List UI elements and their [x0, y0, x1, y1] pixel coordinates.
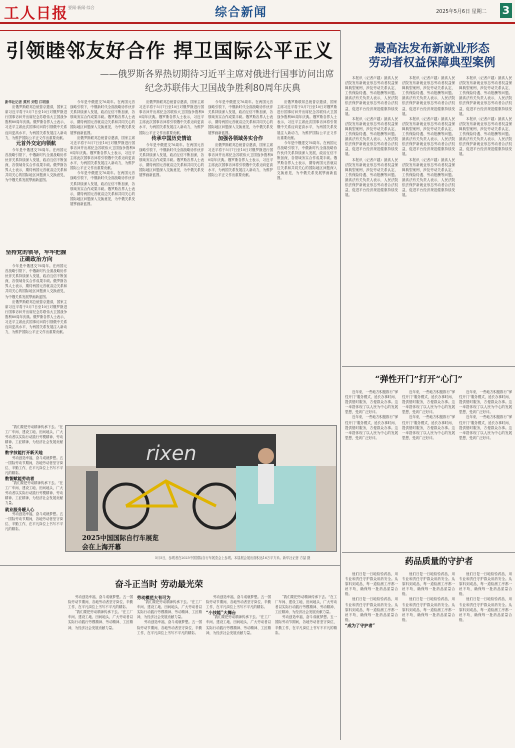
lead-paragraph-9: 今年是中俄建交76周年。在两国元首战略引领下，中俄新时代全面战略协作伙伴关系持续深入发展，政治互信不断加深，各领域务实合作成果丰硕。俄罗斯各界人士表示，期待两国元首就双边关系和共同关心的国际地区问题深入交换意见，为中俄关系发展擘画新蓝图。 [139, 142, 204, 178]
lead-column-3 [139, 100, 204, 420]
right-mid-column-2 [402, 390, 455, 550]
issue-date: 2025年5月6日 星期二 [436, 9, 487, 15]
right-rule-2 [342, 552, 515, 553]
lower-column-5 [275, 595, 337, 740]
lower-left-column [5, 425, 63, 740]
col2-subhead: 坚持党的领导，牢牢把握正确政治方向 [5, 250, 67, 263]
lead-paragraph-13: 今年是中俄建交76周年。在两国元首战略引领下，中俄新时代全面战略协作伙伴关系持续深入发展，政治互信不断加深，各领域务实合作成果丰硕。俄罗斯各界人士表示，期待两国元首就双边关系和共同关心的国际地区问题深入交换意见，为中俄关系发展擘画新蓝图。 [277, 140, 337, 181]
right-top-headline [352, 41, 512, 69]
byline: 新华社记者 黄河 刘恺 江明泉 [5, 100, 50, 104]
right-paragraph-5: 本报讯（记者卢越）最高人民法院发布新就业形态劳动者权益保障典型案例，涉及劳动关系认定、工伤保险待遇、劳动报酬等问题。最高法有关负责人表示，人民法院依法保护新就业形态劳动者合法权益，促进平台经济规范健康持续发展。 [402, 116, 455, 157]
mid-subhead-2: “小技能”大舞台 [206, 610, 236, 616]
right-bottom-paragraph-5: 他们日复一日地检验药品，用专业和责任守护群众用药安全。从原料到成品，每一道检测工序都一丝不苟，确保每一批药品质量合格。 [459, 572, 512, 597]
photo-headline: 2025中国国际自行车展览会在上海开幕 [82, 534, 159, 551]
right-bottom-column-3 [459, 572, 512, 742]
right-mid-paragraph-3: 近年来，一些地方积极推行“弹性开门”服务模式，延长办事时间、提供错时服务，方便群众办事。这一举措体现了以人民为中心的发展思想，受到广泛好评。 [402, 390, 455, 415]
lead-paragraph-5: 今年是中俄建交76周年。在两国元首战略引领下，中俄新时代全面战略协作伙伴关系持续深入发展，政治互信不断加深，各领域务实合作成果丰硕。俄罗斯各界人士表示，期待两国元首就双边关系和共同关心的国际地区问题深入交换意见，为中俄关系发展擘画新蓝图。 [70, 100, 135, 135]
lead-paragraph-8: 应俄罗斯联邦总统普京邀请，国家主席习近平将于5月7日至10日对俄罗斯进行国事访问并出席纪念苏联伟大卫国战争胜利80周年庆典。俄罗斯各界人士表示，习近平主席此次国事访问将引领俄中关系迈向更高水平，为两国关系发展注入新动力，为维护国际公平正义作出重要贡献。 [139, 100, 204, 135]
right-bottom-paragraph-1: 他们日复一日地检验药品，用专业和责任守护群众用药安全。从原料到成品，每一道检测工序都一丝不苟，确保每一批药品质量合格。 [345, 572, 398, 597]
right-mid-paragraph-1: 近年来，一些地方积极推行“弹性开门”服务模式，延长办事时间、提供错时服务，方便群众办事。这一举措体现了以人民为中心的发展思想，受到广泛好评。 [345, 390, 398, 415]
col1-subhead: 元首外交定向领航 [15, 140, 56, 147]
lower-paragraph-8: 劳动创造幸福，奋斗成就梦想。五一国际劳动节期间，各地劳动者坚守岗位、辛勤工作，在平凡岗位上书写不平凡的精彩。 [137, 620, 202, 635]
right-top-column-2 [402, 76, 455, 361]
lower-story-headline: 奋斗正当时 劳动最光荣 [115, 580, 203, 590]
right-paragraph-1: 本报讯（记者卢越）最高人民法院发布新就业形态劳动者权益保障典型案例，涉及劳动关系认定、工伤保险待遇、劳动报酬等问题。最高法有关负责人表示，人民法院依法保护新就业形态劳动者合法权益，促进平台经济规范健康持续发展。 [345, 76, 398, 116]
photo-illustration [66, 426, 336, 551]
right-paragraph-4: 本报讯（记者卢越）最高人民法院发布新就业形态劳动者权益保障典型案例，涉及劳动关系认定、工伤保险待遇、劳动报酬等问题。最高法有关负责人表示，人民法院依法保护新就业形态劳动者合法权益，促进平台经济规范健康持续发展。 [402, 76, 455, 116]
right-paragraph-6: 本报讯（记者卢越）最高人民法院发布新就业形态劳动者权益保障典型案例，涉及劳动关系认定、工伤保险待遇、劳动报酬等问题。最高法有关负责人表示，人民法院依法保护新就业形态劳动者合法权益，促进平台经济规范健康持续发展。 [402, 157, 455, 198]
lead-subtitle-1: ——俄罗斯各界热切期待习近平主席对俄进行国事访问出席 [100, 70, 335, 80]
section-title: 综合新闻 [215, 5, 268, 19]
right-mid-paragraph-5: 近年来，一些地方积极推行“弹性开门”服务模式，延长办事时间、提供错时服务，方便群众办事。这一举措体现了以人民为中心的发展思想，受到广泛好评。 [459, 390, 512, 415]
lower-paragraph-4: 劳动创造幸福，奋斗成就梦想。五一国际劳动节期间，各地劳动者坚守岗位、辛勤工作，在平凡岗位上书写不平凡的精彩。 [5, 511, 63, 531]
lead-column-2 [70, 100, 135, 420]
col4-subhead: 加强各领域务实合作 [217, 135, 263, 142]
lower-column-2 [68, 595, 133, 740]
bicycle-expo-photo [65, 425, 337, 552]
page-number: 3 [500, 3, 512, 18]
lower-paragraph-12: 劳动创造幸福，奋斗成就梦想。五一国际劳动节期间，各地劳动者坚守岗位、辛勤工作，在平凡岗位上书写不平凡的精彩。 [275, 615, 337, 635]
lower-paragraph-3: “我们要把劳动精神传承下去。”在工厂车间、建设工地、田间地头，广大劳动者以实际行动践行劳模精神、劳动精神、工匠精神，为经济社会发展贡献力量。 [5, 481, 63, 506]
lower-column-4 [206, 595, 271, 740]
svg-text:rixen: rixen [146, 441, 197, 465]
lead-headline: 引领睦邻友好合作 捍卫国际公平正义 [6, 40, 334, 62]
lead-paragraph-12: 应俄罗斯联邦总统普京邀请，国家主席习近平将于5月7日至10日对俄罗斯进行国事访问并出席纪念苏联伟大卫国战争胜利80周年庆典。俄罗斯各界人士表示，习近平主席此次国事访问将引领俄中关系迈向更高水平，为两国关系发展注入新动力，为维护国际公平正义作出重要贡献。 [277, 100, 337, 140]
right-paragraph-3: 本报讯（记者卢越）最高人民法院发布新就业形态劳动者权益保障典型案例，涉及劳动关系认定、工伤保险待遇、劳动报酬等问题。最高法有关负责人表示，人民法院依法保护新就业形态劳动者合法权益，促进平台经济规范健康持续发展。 [345, 157, 398, 198]
lower-paragraph-5: 劳动创造幸福，奋斗成就梦想。五一国际劳动节期间，各地劳动者坚守岗位、辛勤工作，在平凡岗位上书写不平凡的精彩。 [68, 595, 133, 610]
right-bottom-column-1 [345, 572, 398, 742]
right-rule-1 [342, 366, 515, 367]
lower-column-3 [137, 595, 202, 740]
col3-subhead: 传承中国历史情谊 [151, 135, 192, 142]
right-bottom-paragraph-6: 他们日复一日地检验药品，用专业和责任守护群众用药安全。从原料到成品，每一道检测工序都一丝不苟，确保每一批药品质量合格。 [459, 597, 512, 622]
lower-paragraph-10: “我们要把劳动精神传承下去。”在工厂车间、建设工地、田间地头，广大劳动者以实际行动践行劳模精神、劳动精神、工匠精神，为经济社会发展贡献力量。 [206, 615, 271, 635]
lead-column-5 [277, 100, 337, 420]
right-mid-headline: “弹性开门”打开“心门” [375, 375, 463, 385]
lead-paragraph-10: 今年是中俄建交76周年。在两国元首战略引领下，中俄新时代全面战略协作伙伴关系持续深入发展，政治互信不断加深，各领域务实合作成果丰硕。俄罗斯各界人士表示，期待两国元首就双边关系和共同关心的国际地区问题深入交换意见，为中俄关系发展擘画新蓝图。 [208, 100, 273, 135]
right-top-column-1 [345, 76, 398, 361]
logo-subtitle: 要闻·新闻·综合 [68, 5, 95, 10]
lower-subhead-2: 数智赋能劳动者 [5, 475, 35, 481]
newspaper-logo: 工人日报 [4, 4, 69, 22]
lower-paragraph-11: “我们要把劳动精神传承下去。”在工厂车间、建设工地、田间地头，广大劳动者以实际行动践行劳模精神、劳动精神、工匠精神，为经济社会发展贡献力量。 [275, 595, 337, 615]
mid-subhead-1: 劳动模范大有可为 [137, 595, 171, 600]
lead-column-1b [5, 250, 67, 420]
lead-paragraph-2: 今年是中俄建交76周年。在两国元首战略引领下，中俄新时代全面战略协作伙伴关系持续深入发展，政治互信不断加深，各领域务实合作成果丰硕。俄罗斯各界人士表示，期待两国元首就双边关系和共同关心的国际地区问题深入交换意见，为中俄关系发展擘画新蓝图。 [5, 147, 67, 183]
lower-paragraph-6: “我们要把劳动精神传承下去。”在工厂车间、建设工地、田间地头，广大劳动者以实际行动践行劳模精神、劳动精神、工匠精神，为经济社会发展贡献力量。 [68, 610, 133, 630]
lower-subhead-1: 数字技能打开新天地 [5, 450, 43, 456]
lead-paragraph-4: 应俄罗斯联邦总统普京邀请，国家主席习近平将于5月7日至10日对俄罗斯进行国事访问并出席纪念苏联伟大卫国战争胜利80周年庆典。俄罗斯各界人士表示，习近平主席此次国事访问将引领俄中关系迈向更高水平，为两国关系发展注入新动力，为维护国际公平正义作出重要贡献。 [5, 299, 67, 335]
lead-paragraph-7: 今年是中俄建交76周年。在两国元首战略引领下，中俄新时代全面战略协作伙伴关系持续深入发展，政治互信不断加深，各领域务实合作成果丰硕。俄罗斯各界人士表示，期待两国元首就双边关系和共同关心的国际地区问题深入交换意见，为中俄关系发展擘画新蓝图。 [70, 171, 135, 206]
lead-column-4 [208, 100, 273, 420]
right-paragraph-7: 本报讯（记者卢越）最高人民法院发布新就业形态劳动者权益保障典型案例，涉及劳动关系认定、工伤保险待遇、劳动报酬等问题。最高法有关负责人表示，人民法院依法保护新就业形态劳动者合法权益，促进平台经济规范健康持续发展。 [459, 76, 512, 116]
right-bottom-paragraph-2: 他们日复一日地检验药品，用专业和责任守护群众用药安全。从原料到成品，每一道检测工序都一丝不苟，确保每一批药品质量合格。 [345, 597, 398, 622]
lead-paragraph-6: 应俄罗斯联邦总统普京邀请，国家主席习近平将于5月7日至10日对俄罗斯进行国事访问并出席纪念苏联伟大卫国战争胜利80周年庆典。俄罗斯各界人士表示，习近平主席此次国事访问将引领俄中关系迈向更高水平，为两国关系发展注入新动力，为维护国际公平正义作出重要贡献。 [70, 135, 135, 171]
right-bottom-headline: 药品质量的守护者 [405, 557, 474, 567]
lead-paragraph-11: 应俄罗斯联邦总统普京邀请，国家主席习近平将于5月7日至10日对俄罗斯进行国事访问并出席纪念苏联伟大卫国战争胜利80周年庆典。俄罗斯各界人士表示，习近平主席此次国事访问将引领俄中关系迈向更高水平，为两国关系发展注入新动力，为维护国际公平正义作出重要贡献。 [208, 142, 273, 178]
right-bottom-paragraph-4: 他们日复一日地检验药品，用专业和责任守护群众用药安全。从原料到成品，每一道检测工序都一丝不苟，确保每一批药品质量合格。 [402, 597, 455, 622]
lead-paragraph-3: 今年是中俄建交76周年。在两国元首战略引领下，中俄新时代全面战略协作伙伴关系持续深入发展，政治互信不断加深，各领域务实合作成果丰硕。俄罗斯各界人士表示，期待两国元首就双边关系和共同关心的国际地区问题深入交换意见，为中俄关系发展擘画新蓝图。 [5, 264, 67, 299]
lower-subhead-3: 就业服务暖人心 [5, 506, 35, 512]
right-mid-paragraph-4: 近年来，一些地方积极推行“弹性开门”服务模式，延长办事时间、提供错时服务，方便群众办事。这一举措体现了以人民为中心的发展思想，受到广泛好评。 [402, 415, 455, 440]
top-rule [0, 30, 340, 31]
photo-caption: 5月5日，参观者在2025中国国际自行车展览会上参观。本届展会展出面积达16万平方米。新华社记者 方喆 摄 [155, 556, 311, 560]
right-mid-paragraph-6: 近年来，一些地方积极推行“弹性开门”服务模式，延长办事时间、提供错时服务，方便群众办事。这一举措体现了以人民为中心的发展思想，受到广泛好评。 [459, 415, 512, 440]
lower-paragraph-1: “我们要把劳动精神传承下去。”在工厂车间、建设工地、田间地头，广大劳动者以实际行动践行劳模精神、劳动精神、工匠精神，为经济社会发展贡献力量。 [5, 425, 63, 450]
right-bottom-paragraph-3: 他们日复一日地检验药品，用专业和责任守护群众用药安全。从原料到成品，每一道检测工序都一丝不苟，确保每一批药品质量合格。 [402, 572, 455, 597]
right-paragraph-8: 本报讯（记者卢越）最高人民法院发布新就业形态劳动者权益保障典型案例，涉及劳动关系认定、工伤保险待遇、劳动报酬等问题。最高法有关负责人表示，人民法院依法保护新就业形态劳动者合法权益，促进平台经济规范健康持续发展。 [459, 116, 512, 157]
right-top-column-3 [459, 76, 512, 361]
right-paragraph-2: 本报讯（记者卢越）最高人民法院发布新就业形态劳动者权益保障典型案例，涉及劳动关系认定、工伤保险待遇、劳动报酬等问题。最高法有关负责人表示，人民法院依法保护新就业形态劳动者合法权益，促进平台经济规范健康持续发展。 [345, 116, 398, 157]
right-bottom-column-2 [402, 572, 455, 742]
right-mid-column-1 [345, 390, 398, 550]
right-mid-paragraph-2: 近年来，一些地方积极推行“弹性开门”服务模式，延长办事时间、提供错时服务，方便群众办事。这一举措体现了以人民为中心的发展思想，受到广泛好评。 [345, 415, 398, 440]
lead-subtitle-2: 纪念苏联伟大卫国战争胜利80周年庆典 [145, 84, 301, 94]
right-top-headline-line1: 最高法发布新就业形态 [374, 41, 490, 55]
lead-paragraph: 应俄罗斯联邦总统普京邀请，国家主席习近平将于5月7日至10日对俄罗斯进行国事访问并出席纪念苏联伟大卫国战争胜利80周年庆典。俄罗斯各界人士表示，习近平主席此次国事访问将引领俄中关系迈向更高水平，为两国关系发展注入新动力，为维护国际公平正义作出重要贡献。 [5, 105, 67, 140]
right-bottom-subhead: “成为了守护者” [345, 622, 375, 628]
right-column-divider [340, 30, 341, 740]
lead-column-1 [5, 100, 67, 245]
lower-paragraph-9: 劳动创造幸福，奋斗成就梦想。五一国际劳动节期间，各地劳动者坚守岗位、辛勤工作，在平凡岗位上书写不平凡的精彩。 [206, 595, 271, 610]
right-mid-column-3 [459, 390, 512, 550]
lower-paragraph-7: “我们要把劳动精神传承下去。”在工厂车间、建设工地、田间地头，广大劳动者以实际行动践行劳模精神、劳动精神、工匠精神，为经济社会发展贡献力量。 [137, 600, 202, 620]
right-top-headline-line2: 劳动者权益保障典型案例 [368, 55, 496, 69]
lower-paragraph-2: 劳动创造幸福，奋斗成就梦想。五一国际劳动节期间，各地劳动者坚守岗位、辛勤工作，在平凡岗位上书写不平凡的精彩。 [5, 455, 63, 475]
